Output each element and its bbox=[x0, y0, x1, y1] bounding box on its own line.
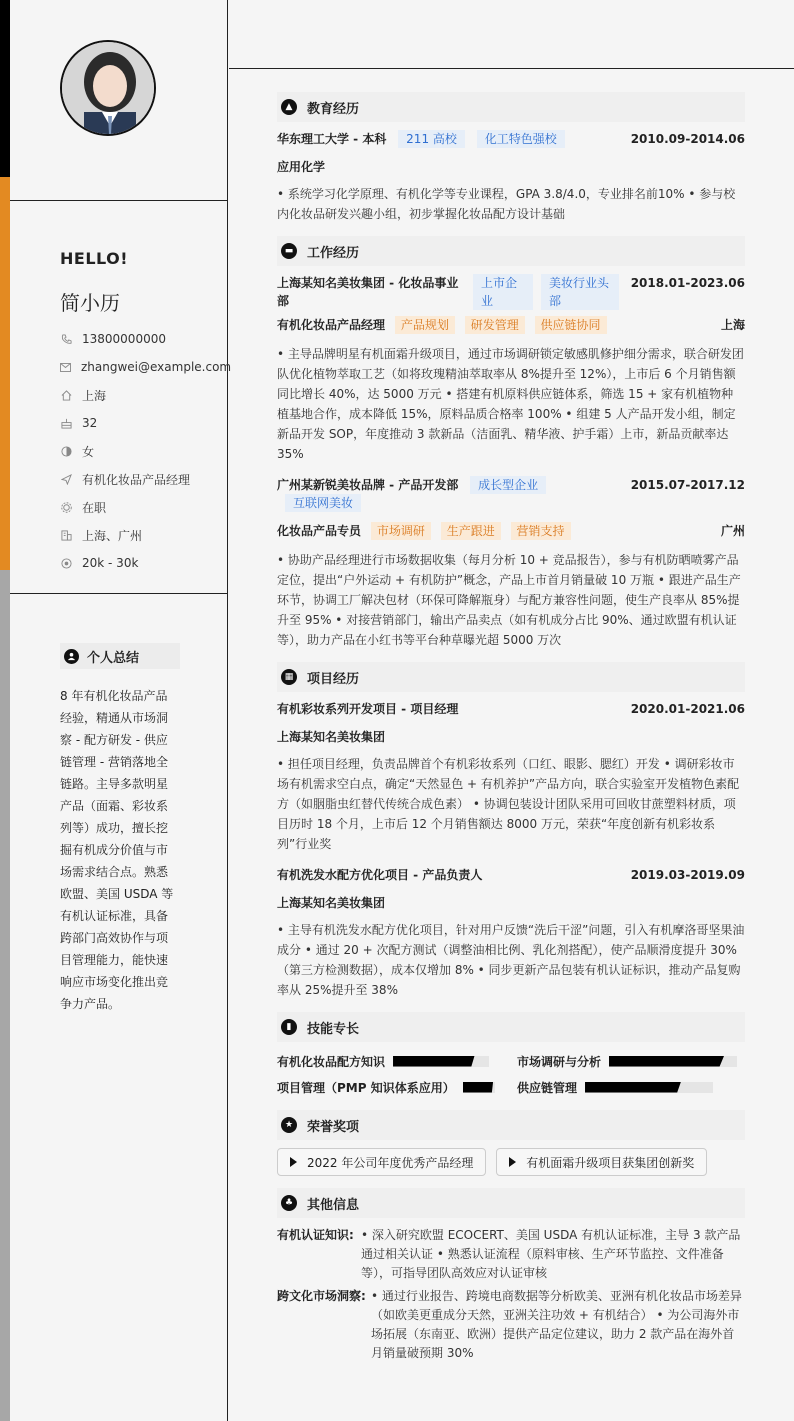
role-row bbox=[277, 522, 745, 540]
age-icon bbox=[60, 417, 72, 429]
school-tag: 化工特色强校 bbox=[477, 130, 565, 148]
skill-bar-fill bbox=[585, 1082, 681, 1093]
project-row bbox=[277, 700, 745, 718]
mail-icon bbox=[60, 361, 71, 373]
work-row bbox=[277, 476, 745, 512]
company-name: 广州某新锐美妆品牌 - 产品开发部 bbox=[277, 478, 459, 492]
work-row bbox=[277, 274, 745, 310]
summary-title: 个人总结 bbox=[87, 650, 140, 666]
summary-heading bbox=[60, 643, 180, 669]
role-row bbox=[277, 316, 745, 334]
work-city: 上海 bbox=[720, 318, 745, 332]
skill-bar bbox=[393, 1056, 489, 1067]
content-body bbox=[277, 92, 745, 1363]
award-text: 有机面霜升级项目获集团创新奖 bbox=[526, 1155, 695, 1170]
other-label: 跨文化市场洞察: bbox=[277, 1289, 366, 1303]
project-desc: • 主导有机洗发水配方优化项目，针对用户反馈“洗后干涩”问题，引入有机摩洛哥坚果油成分 • 通过 20 + 次配方测试（调整油相比例、乳化剂搭配），使产品顺滑度提升 30%（第三方检测数据），成本仅增加 8% • 同步更新产品包装有机认证标识，推动产品复购率从 25%提升至 38% bbox=[277, 923, 745, 997]
company-tag: 美妆行业头部 bbox=[541, 274, 619, 310]
skill-name: 项目管理（PMP 知识体系应用） bbox=[277, 1080, 455, 1095]
avatar bbox=[60, 40, 156, 136]
home-icon bbox=[60, 389, 72, 401]
role-title: 化妆品产品专员 bbox=[277, 524, 362, 538]
role-tag: 市场调研 bbox=[371, 522, 431, 540]
status-item bbox=[60, 493, 230, 521]
skill-bar bbox=[585, 1082, 713, 1093]
user-icon bbox=[64, 649, 79, 664]
skills-title: 技能专长 bbox=[307, 1021, 360, 1037]
other-item bbox=[277, 1226, 745, 1283]
role-tag: 研发管理 bbox=[465, 316, 525, 334]
skill-name: 有机化妆品配方知识 bbox=[277, 1054, 386, 1069]
education-title: 教育经历 bbox=[307, 101, 360, 117]
summary-text: 8 年有机化妆品产品经验，精通从市场洞察 - 配方研发 - 供应链管理 - 营销落地全链路。主导多款明星产品（面霜、彩妆系列等）成功，擅长挖掘有机成分价值与市场需求结合点。熟悉欧盟、美国 USDA 等有机认证标准，具备跨部门高效协作与项目管理能力，能快速响应市场变化推出竞争力产品。 bbox=[60, 689, 174, 1011]
company-tag: 上市企业 bbox=[473, 274, 533, 310]
project-org: 上海某知名美妆集团 bbox=[277, 730, 386, 744]
company-tag: 成长型企业 bbox=[470, 476, 546, 494]
email-text: zhangwei@example.com bbox=[81, 360, 232, 374]
city-item bbox=[60, 381, 230, 409]
project-date: 2020.01-2021.06 bbox=[630, 702, 745, 716]
location-text: 上海、广州 bbox=[82, 528, 143, 543]
gender-text: 女 bbox=[82, 444, 95, 459]
awards-heading bbox=[277, 1110, 745, 1140]
skill-name: 市场调研与分析 bbox=[517, 1054, 602, 1069]
skill-bar-fill bbox=[463, 1082, 493, 1093]
grid-icon: ▦ bbox=[281, 669, 297, 685]
position-item bbox=[60, 465, 230, 493]
phone-item bbox=[60, 325, 230, 353]
email-item bbox=[60, 353, 230, 381]
status-text: 在职 bbox=[82, 500, 107, 515]
project-name: 有机彩妆系列开发项目 - 项目经理 bbox=[277, 702, 459, 716]
project-row bbox=[277, 866, 745, 884]
award-item bbox=[277, 1148, 486, 1176]
project-desc: • 担任项目经理，负责品牌首个有机彩妆系列（口红、眼影、腮红）开发 • 调研彩妆市场有机需求空白点，确定“天然显色 + 有机养护”产品方向，联合实验室开发植物色素配方（如胭脂虫红替代传统合成色素） • 协调包装设计团队采用可回收甘蔗塑料材质，项目历时 18 个月，上市后 12 个月销售额达 8000 万元，荣获“年度创新有机彩妆系列”行业奖 bbox=[277, 757, 740, 851]
skills-heading bbox=[277, 1012, 745, 1042]
skill-bar-fill bbox=[393, 1056, 475, 1067]
age-text: 32 bbox=[82, 416, 98, 430]
skill-bar bbox=[609, 1056, 737, 1067]
salary-item bbox=[60, 549, 230, 577]
work-heading bbox=[277, 236, 745, 266]
other-text: • 深入研究欧盟 ECOCERT、美国 USDA 有机认证标准，主导 3 款产品通过相关认证 • 熟悉认证流程（原料审核、生产环节监控、文件准备等），可指导团队高效应对认证审核 bbox=[361, 1228, 741, 1280]
send-icon bbox=[60, 473, 72, 485]
salary-text: 20k - 30k bbox=[82, 556, 139, 570]
status-icon bbox=[60, 501, 72, 513]
phone-icon bbox=[60, 333, 72, 345]
position-text: 有机化妆品产品经理 bbox=[82, 472, 191, 487]
awards-list bbox=[277, 1148, 745, 1176]
project-name: 有机洗发水配方优化项目 - 产品负责人 bbox=[277, 868, 483, 882]
work-desc: • 协助产品经理进行市场数据收集（每月分析 10 + 竞品报告），参与有机防晒喷雾产品定位，提出“户外运动 + 有机防护”概念，产品上市首月销量破 10 万瓶 • 跟进产品生产环节，协调工厂解决包材（环保可降解瓶身）与配方兼容性问题，使生产良率从 85%提升至 95% • 对接营销部门，输出产品卖点（如有机成分占比 90%、通过欧盟有机认证等），助力产品在小红书等平台种草曝光超 5000 万次 bbox=[277, 553, 741, 647]
work-date: 2015.07-2017.12 bbox=[630, 478, 745, 492]
education-heading bbox=[277, 92, 745, 122]
work-city: 广州 bbox=[720, 524, 745, 538]
info-icon: ♣ bbox=[281, 1195, 297, 1211]
skill-item bbox=[517, 1076, 713, 1098]
skill-item bbox=[277, 1050, 517, 1072]
role-tag: 生产跟进 bbox=[441, 522, 501, 540]
hello-heading: HELLO! bbox=[60, 249, 129, 268]
role-tag: 营销支持 bbox=[511, 522, 571, 540]
education-desc: • 系统学习化学原理、有机化学等专业课程，GPA 3.8/4.0，专业排名前10% • 参与校内化妆品研发兴趣小组，初步掌握化妆品配方设计基础 bbox=[277, 187, 736, 221]
work-date: 2018.01-2023.06 bbox=[630, 276, 745, 290]
divider bbox=[10, 200, 227, 201]
city-text: 上海 bbox=[82, 388, 107, 403]
role-title: 有机化妆品产品经理 bbox=[277, 318, 386, 332]
project-date: 2019.03-2019.09 bbox=[630, 868, 745, 882]
main-content bbox=[229, 0, 794, 1421]
skills-row bbox=[277, 1050, 745, 1072]
gender-item bbox=[60, 437, 230, 465]
work-title: 工作经历 bbox=[307, 245, 360, 261]
accent-stripe-black bbox=[0, 0, 10, 177]
role-tag: 供应链协同 bbox=[535, 316, 607, 334]
phone-text: 13800000000 bbox=[82, 332, 166, 346]
skill-bar bbox=[463, 1082, 495, 1093]
others-title: 其他信息 bbox=[307, 1197, 360, 1213]
skill-item bbox=[277, 1076, 517, 1098]
company-name: 上海某知名美妆集团 - 化妆品事业部 bbox=[277, 276, 459, 308]
left-sidebar bbox=[10, 0, 232, 1421]
award-item bbox=[496, 1148, 707, 1176]
skill-item bbox=[517, 1050, 737, 1072]
building-icon bbox=[60, 529, 72, 541]
award-text: 2022 年公司年度优秀产品经理 bbox=[307, 1155, 474, 1170]
play-icon bbox=[509, 1157, 516, 1167]
candidate-name: 简小历 bbox=[60, 291, 120, 315]
skill-bar-fill bbox=[609, 1056, 724, 1067]
other-item bbox=[277, 1287, 745, 1363]
projects-title: 项目经历 bbox=[307, 671, 360, 687]
education-date: 2010.09-2014.06 bbox=[630, 132, 745, 146]
other-text: • 通过行业报告、跨境电商数据等分析欧美、亚洲有机化妆品市场差异（如欧美更重成分天然，亚洲关注功效 + 有机结合） • 为公司海外市场拓展（东南亚、欧洲）提供产品定位建议，助力 2 款产品在海外首月销量破预期 30% bbox=[371, 1289, 742, 1360]
accent-stripe-orange bbox=[0, 177, 10, 570]
awards-title: 荣誉奖项 bbox=[307, 1119, 360, 1135]
contact-info-list bbox=[60, 325, 230, 577]
role-tag: 产品规划 bbox=[395, 316, 455, 334]
briefcase-icon: ▬ bbox=[281, 243, 297, 259]
age-item bbox=[60, 409, 230, 437]
other-label: 有机认证知识: bbox=[277, 1228, 354, 1242]
graduation-cap-icon: ▲ bbox=[281, 99, 297, 115]
school-tag: 211 高校 bbox=[398, 130, 465, 148]
gender-icon bbox=[60, 445, 72, 457]
skill-name: 供应链管理 bbox=[517, 1080, 578, 1095]
medal-icon: ★ bbox=[281, 1117, 297, 1133]
projects-heading bbox=[277, 662, 745, 692]
divider bbox=[229, 68, 794, 69]
major: 应用化学 bbox=[277, 160, 326, 174]
bar-chart-icon: ▮ bbox=[281, 1019, 297, 1035]
play-icon bbox=[290, 1157, 297, 1167]
skills-row bbox=[277, 1076, 745, 1098]
work-desc: • 主导品牌明星有机面霜升级项目，通过市场调研锁定敏感肌修护细分需求，联合研发团队优化植物萃取工艺（如将玫瑰精油萃取率从 8%提升至 12%），上市后 6 个月销售额同比增长 40%，达 5000 万元 • 搭建有机原料供应链体系，筛选 15 + 家有机植物种植基地合作，成本降低 15%，原料品质合格率 100% • 组建 5 人产品开发小组，制定新品开发 SOP，年度推动 3 款新品（洁面乳、精华液、护手霜）上市，新品贡献率达 35% bbox=[277, 347, 744, 461]
location-item bbox=[60, 521, 230, 549]
divider bbox=[10, 593, 227, 594]
others-heading bbox=[277, 1188, 745, 1218]
company-tag: 互联网美妆 bbox=[285, 494, 361, 512]
accent-stripe-gray bbox=[0, 570, 10, 1421]
school-name: 华东理工大学 - 本科 bbox=[277, 132, 387, 146]
project-org: 上海某知名美妆集团 bbox=[277, 896, 386, 910]
education-row bbox=[277, 130, 745, 148]
salary-icon bbox=[60, 557, 72, 569]
